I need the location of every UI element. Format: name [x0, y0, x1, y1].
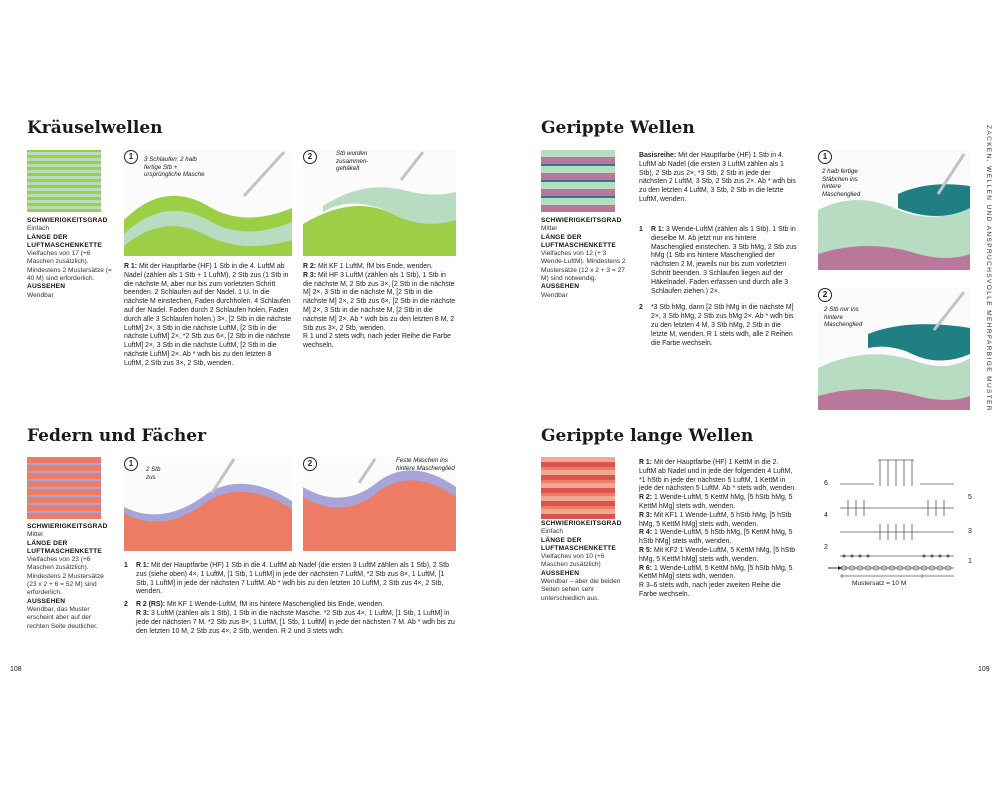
- swatch-federn: [27, 457, 101, 519]
- chart-row-label: 1: [968, 558, 972, 565]
- row-text: Mit KF2 1 Wende-LuftM, 5 KettM hMg, [5 hStb hMg, 5 KettM hMg] stets wdh, wenden.: [639, 546, 796, 563]
- row-label: R 1:: [651, 226, 665, 233]
- chart-row-label: 6: [824, 480, 828, 487]
- chart-row-label: 5: [968, 494, 972, 501]
- row-label: R 4:: [639, 529, 653, 537]
- row-label: R 3:: [136, 609, 150, 617]
- info-heading: SCHWIERIGKEITSGRAD: [541, 217, 622, 224]
- info-text: Einfach: [541, 528, 563, 536]
- instructions-gerippte: [639, 226, 797, 352]
- instructions-kraeuselwellen-col1: [124, 263, 292, 369]
- info-text: Wendbar, das Muster erscheint aber auf der rechten Seite deutlicher.: [27, 605, 98, 630]
- chart-row-label: 3: [968, 528, 972, 535]
- row-label: R 2:: [639, 494, 653, 502]
- info-text: Vielfaches von 17 (+6 Maschen zusätzlich). Mindestens 2 Mustersätze (= 40 M) sind erforderlich.: [27, 250, 112, 283]
- info-text: Vielfaches von 10 (+6 Maschen zusätzlich): [541, 553, 605, 569]
- info-lange: [541, 520, 627, 603]
- info-heading: AUSSEHEN: [541, 283, 580, 291]
- row-text: 3 LuftM (zählen als 1 Stb), 1 Stb in die nächste Masche. *2 Stb zus 4×, 1 LuftM, [1 Stb, 1 LuftM] in jede der nächsten 7 M. *2 Stb zus 8×, 1 LuftM, [1 Stb, 1 LuftM] in jede der nächsten 7 M. Ab * wdh bis zu den letzten 10 M, 2 Stb zus 4×, 2 Stb, wenden. R 2 und 3 stets wdh.: [136, 609, 455, 635]
- row-text: 1 Wende-LuftM, 5 KettM hMg, [5 hStb hMg, 5 KettM hMg] stets wdh, wenden.: [639, 494, 793, 510]
- info-text: Wendbar – aber die beiden Seiten sehen sehr unterschiedlich aus.: [541, 578, 621, 602]
- step-note: 3 Schlaufen: 2 halb fertige Stb + ursprüngliche Masche: [144, 156, 205, 178]
- chart-symbols: [818, 456, 978, 596]
- instructions-kraeuselwellen-col2: [303, 263, 456, 351]
- row-text: R 1 und 2 stets wdh, nach jeder Reihe die Farbe wechseln.: [303, 333, 451, 350]
- row-text: Mit der Hauptfarbe (HF) 1 Stb in die 4. LuftM ab Nadel (zählen als 1 Stb + 1 LuftM), 2 Stb zus (1 Stb in die nächste M, aber nur bis zum vorletzten Schritt beenden. 2 Schlaufen auf der Nadel. 1 U. In die nächste M einstechen, Faden durchholen. 4 Schlaufen auf der Nadel. Faden durch 2 Schlaufen holen, Faden durch alle 3 Schlaufen holen.) 3×, [2 Stb in die nächste LuftM] 2×, 3 Stb in die nächste LuftM, [2 Stb in die nächste LuftM] 2×, *2 Stb zus 6×, [2 Stb in die nächste LuftM] 2×, 3 Stb in die nächste LuftM, [2 Stb in die nächste LuftM] 2×. Ab * wdh bis zu den letzten 8 LuftM, 2 Stb zus 3×, 2 Stb, wenden.: [124, 263, 292, 367]
- info-heading: LÄNGE DER LUFTMASCHENKETTE: [541, 536, 616, 552]
- side-label-right: ZACKEN, WELLEN UND ANSPRUCHSVOLLE MEHRFARBIGE MUSTER: [985, 125, 992, 412]
- step-number: 1: [124, 150, 138, 164]
- section-title-kraeuselwellen: Kräuselwellen: [27, 118, 163, 138]
- page-number-right: 109: [978, 666, 990, 673]
- instructions-federn: [124, 562, 456, 640]
- step-note: Stb wurden zusammen-gehäkelt: [336, 150, 369, 172]
- row-text: Mit der Hauptfarbe (HF) 1 KettM in die 2. LuftM ab Nadel und in jede der folgenden 4 LuftM, *1 hStb in jede der nächsten 5 LuftM, 1 KettM in jede der nächsten 5 LuftM. Ab * stets wdh, wenden.: [639, 459, 797, 493]
- row-number: 1: [124, 562, 128, 569]
- info-text: Wendbar: [541, 291, 568, 299]
- chart-caption: Mustersatz = 10 M: [852, 580, 907, 587]
- row-text: Mit der Hauptfarbe (HF) 1 Stb in die 4. LuftM ab Nadel (die ersten 3 LuftM zählen als 1 Stb), 2 Stb zus (siehe oben) 4×, 1 LuftM, [1 Stb, 1 LuftM] in jede der nächsten 7 LuftM, *2 Stb zus 8×, 1 LuftM, [1 Stb, 1 LuftM] in jede der nächsten 7 LuftM. Ab * wdh bis zu den letzten 10 LuftM, 2 Stb zus 4×, 2 Stb, wenden.: [136, 562, 449, 596]
- step-number: 2: [303, 150, 317, 164]
- row-label: R 3:: [639, 511, 653, 519]
- step-note: 2 Stb nur ins hintere Maschenglied: [824, 306, 863, 328]
- swatch-gerippte: [541, 150, 615, 212]
- info-heading: AUSSEHEN: [541, 569, 580, 577]
- row-text: Mit KF1 1 Wende-LuftM, 5 hStb hMg, [5 hStb hMg, 5 KettM hMg] stets wdh, wenden.: [639, 511, 792, 528]
- info-heading: SCHWIERIGKEITSGRAD: [27, 523, 108, 530]
- info-text: Mittel: [541, 225, 557, 233]
- row-label: R 6:: [639, 564, 653, 572]
- row-number: 1: [639, 226, 643, 233]
- info-heading: SCHWIERIGKEITSGRAD: [27, 217, 108, 224]
- row-number: 2: [639, 304, 643, 312]
- row-label: R 2 (RS):: [136, 601, 166, 609]
- step-number: 2: [818, 288, 832, 302]
- row-label: R 2:: [303, 263, 317, 270]
- row-label: R 1:: [124, 263, 138, 270]
- section-title-lange: Gerippte lange Wellen: [541, 426, 754, 446]
- chart-row-label: 4: [824, 512, 828, 519]
- row-label: R 3:: [303, 271, 317, 279]
- row-text: Mit KF 1 Wende-LuftM, fM ins hintere Maschenglied bis Ende, wenden.: [167, 601, 385, 609]
- row-label: Basisreihe:: [639, 152, 677, 159]
- step-note: 2 halb fertige Stäbchen ins hintere Maschenglied: [822, 168, 861, 198]
- swatch-kraeuselwellen: [27, 150, 101, 212]
- row-label: R 5:: [639, 546, 653, 554]
- section-title-gerippte: Gerippte Wellen: [541, 118, 695, 138]
- info-heading: AUSSEHEN: [27, 283, 66, 291]
- row-text: R 3–6 stets wdh, nach jeder zweiten Reihe die Farbe wechseln.: [639, 582, 781, 598]
- step-number: 1: [124, 457, 138, 471]
- step-number: 1: [818, 150, 832, 164]
- info-federn: [27, 523, 113, 631]
- row-number: 2: [124, 601, 128, 609]
- basis-row-gerippte: [639, 152, 797, 205]
- instructions-lange: [639, 459, 797, 600]
- row-text: 3 Wende-LuftM (zählen als 1 Stb). 1 Stb in dieselbe M. Ab jetzt nur ins hintere Maschenglied einstechen. 3 Stb hMg, 2 Stb zus hMg (1 Stb ins hintere Maschenglied der nächsten 2 M, jeweils nur bis zum vorletzten Schritt beenden. 3 Schlaufen liegen auf der Häkelnadel. Faden erfassen und durch alle 3 Schlaufen ziehen.) 2×.: [651, 226, 797, 295]
- info-heading: LÄNGE DER LUFTMASCHENKETTE: [27, 233, 102, 249]
- row-label: R 1:: [639, 459, 653, 466]
- crochet-symbol-chart: [818, 456, 978, 596]
- swatch-lange: [541, 457, 615, 519]
- info-text: Mittel: [27, 531, 43, 539]
- row-text: Mit HF 3 LuftM (zählen als 1 Stb), 1 Stb in die nächste M, 2 Stb zus 3×, [2 Stb in die nächste M] 2×, 3 Stb in die nächste M, [2 Stb in die nächste M] 2×, 2 Stb zus 6×, [2 Stb in die nächste M] 2×, 3 Stb in die nächste M, [2 Stb in die nächste M] 2×. Ab * wdh bis zu den letzten 8 M, 2 Stb zus 3×, 2 Stb, wenden.: [303, 271, 456, 332]
- row-text: 1 Wende-LuftM, 5 KettM hMg, [5 hStb hMg, 5 KettM hMg] stets wdh, wenden.: [639, 564, 793, 581]
- row-text: Mit der Hauptfarbe (HF) 1 Stb in 4. LuftM ab Nadel (die ersten 3 LuftM zählen als 1 Stb), 2 Stb zus 2×, *3 Stb, 2 Stb in jede der nächsten 2 LuftM, 3 Stb, 2 Stb zus 2×. Ab * wdh bis zu den letzten 4 LuftM, 3 Stb, 2 Stb in die letzte LuftM, wenden.: [639, 152, 796, 203]
- step-note: 2 Stb zus: [146, 466, 161, 481]
- info-text: Vielfaches von 12 (+ 3 Wende-LuftM). Mindestens 2 Mustersätze (12 x 2 + 3 = 27 M) sind notwendig.: [541, 250, 626, 283]
- page-number-left: 108: [10, 666, 22, 673]
- info-gerippte: [541, 217, 627, 300]
- info-heading: AUSSEHEN: [27, 597, 66, 605]
- row-text: *3 Stb hMg, dann [2 Stb hMg in die nächste M] 2×, 3 Stb hMg, 2 Stb zus hMg 2×. Ab * wdh bis zu den letzten 4 M, 3 Stb hMg, 2 Stb in die letzte M, wenden. R 1 stets wdh, alle 2 Reihen die Farbe wechseln.: [651, 304, 794, 347]
- chart-row-label: 2: [824, 544, 828, 551]
- row-text: Mit KF 1 LuftM, fM bis Ende, wenden.: [317, 263, 433, 270]
- info-text: Vielfaches von 23 (+6 Maschen zusätzlich). Mindestens 2 Mustersätze (23 x 2 + 6 = 52 M) sind erforderlich.: [27, 556, 104, 597]
- row-label: R 1:: [136, 562, 150, 569]
- section-title-federn: Federn und Fächer: [27, 426, 207, 446]
- info-text: Wendbar: [27, 291, 54, 299]
- info-heading: SCHWIERIGKEITSGRAD: [541, 520, 622, 527]
- info-text: Einfach: [27, 225, 49, 233]
- step-note: Feste Maschen ins hintere Maschenglied: [396, 457, 455, 472]
- info-heading: LÄNGE DER LUFTMASCHENKETTE: [27, 539, 102, 555]
- step-number: 2: [303, 457, 317, 471]
- row-text: 1 Wende-LuftM, 5 hStb hMg, [5 KettM hMg, 5 hStb hMg] stets wdh, wenden.: [639, 529, 793, 546]
- info-heading: LÄNGE DER LUFTMASCHENKETTE: [541, 233, 616, 249]
- info-kraeuselwellen: [27, 217, 113, 300]
